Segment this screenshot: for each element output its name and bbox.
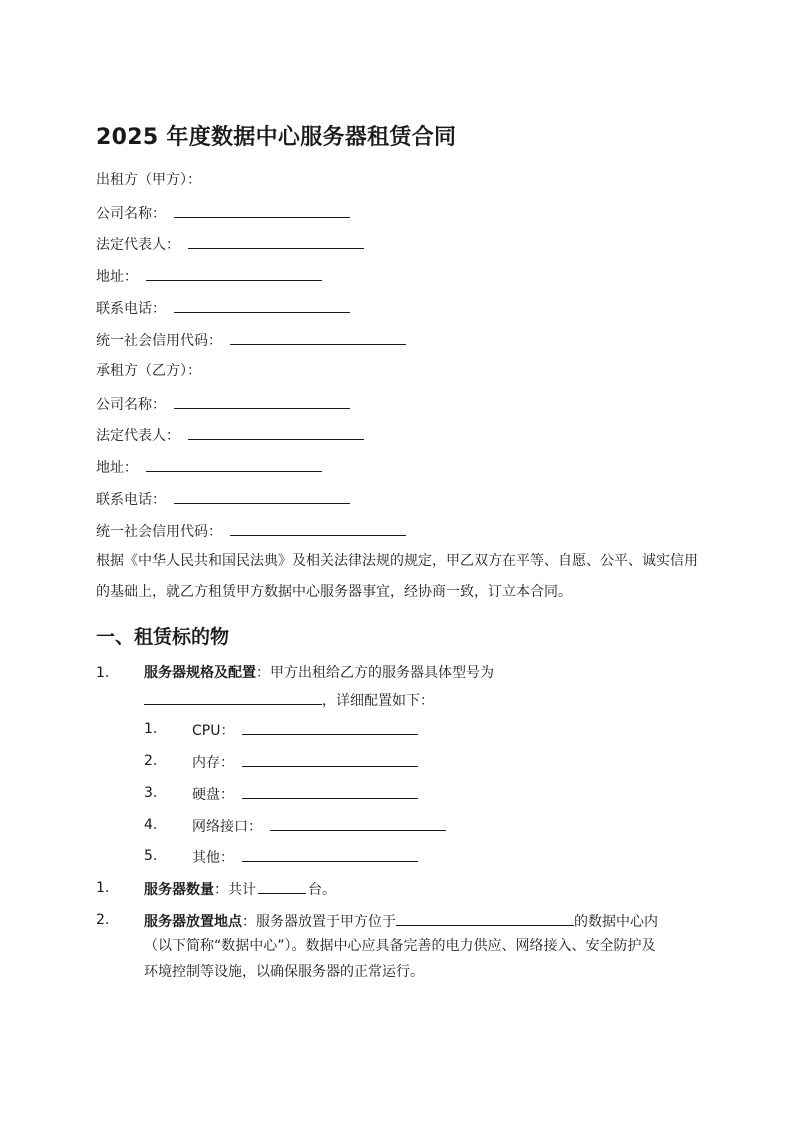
subitem-other [192,846,418,868]
lessee-rep-row [96,424,364,446]
lessor-phone-row [96,297,350,319]
subitem-number: 2. [144,753,158,769]
subitem-label: 硬盘： [192,787,234,803]
cpu-blank[interactable] [242,719,418,735]
subitem-number: 3. [144,785,158,801]
quantity-item [144,878,336,900]
lessor-address-label: 地址： [96,269,138,285]
lessor-company-row [96,202,350,224]
lessor-heading: 出租方（甲方）： [96,172,201,188]
location-text-after: 的数据中心内 [574,914,658,930]
subitem-cpu [192,719,418,741]
lessee-heading: 承租方（乙方）： [96,363,201,379]
item-number: 1. [96,880,110,896]
lessor-credit-blank[interactable] [230,329,406,345]
subitem-number: 1. [144,721,158,737]
disk-blank[interactable] [242,783,418,799]
lessee-company-blank[interactable] [174,393,350,409]
spec-item-line2 [144,689,434,711]
lessor-phone-blank[interactable] [174,297,350,313]
lessee-credit-label: 统一社会信用代码： [96,524,222,540]
location-text-before: ：服务器放置于甲方位于 [242,914,396,930]
lessee-rep-blank[interactable] [188,424,364,440]
lessee-credit-blank[interactable] [230,520,406,536]
quantity-blank[interactable] [258,878,306,894]
location-label: 服务器放置地点 [144,914,242,930]
lessee-phone-blank[interactable] [174,488,350,504]
lessee-address-blank[interactable] [146,456,322,472]
lessor-credit-label: 统一社会信用代码： [96,333,222,349]
subitem-memory [192,751,418,773]
subitem-network [192,815,446,837]
lessor-address-row [96,265,322,287]
model-blank[interactable] [144,689,322,705]
location-item-line3: 环境控制等设施，以确保服务器的正常运行。 [144,964,424,980]
lessee-credit-row [96,520,406,542]
lessor-company-blank[interactable] [174,202,350,218]
lessee-company-label: 公司名称： [96,397,166,413]
lessee-address-row [96,456,322,478]
subitem-disk [192,783,418,805]
item-number: 1. [96,665,110,681]
subitem-number: 4. [144,817,158,833]
page-title: 2025 年度数据中心服务器租赁合同 [96,125,457,150]
lessor-phone-label: 联系电话： [96,301,166,317]
other-blank[interactable] [242,846,418,862]
spec-item-line1 [144,663,494,683]
preamble-paragraph: 根据《中华人民共和国民法典》及相关法律法规的规定，甲乙双方在平等、自愿、公平、诚实信用的基础上，就乙方租赁甲方数据中心服务器事宜，经协商一致，订立本合同。 [96,553,698,600]
lessee-address-label: 地址： [96,460,138,476]
location-item-line2: （以下简称“数据中心”）。数据中心应具备完善的电力供应、网络接入、安全防护及 [144,938,656,954]
section-heading: 一、租赁标的物 [96,626,230,648]
quantity-text-after: 台。 [308,882,336,898]
network-blank[interactable] [270,815,446,831]
lessor-rep-blank[interactable] [188,233,364,249]
lessor-rep-row [96,233,364,255]
subitem-label: 其他： [192,850,234,866]
spec-item-label: 服务器规格及配置 [144,665,256,681]
subitem-label: 网络接口： [192,819,262,835]
lessee-rep-label: 法定代表人： [96,428,180,444]
quantity-text-before: ：共计 [214,882,256,898]
spec-item-text: ：甲方出租给乙方的服务器具体型号为 [256,665,494,681]
spec-item-cont: ，详细配置如下： [322,693,434,709]
item-number: 2. [96,912,110,928]
subitem-label: CPU： [192,723,235,739]
lessor-address-blank[interactable] [146,265,322,281]
location-blank[interactable] [396,910,574,926]
lessor-company-label: 公司名称： [96,206,166,222]
lessor-credit-row [96,329,406,351]
location-item-line1 [144,910,658,932]
lessee-phone-row [96,488,350,510]
subitem-number: 5. [144,848,158,864]
subitem-label: 内存： [192,755,234,771]
lessee-phone-label: 联系电话： [96,492,166,508]
lessee-company-row [96,393,350,415]
quantity-label: 服务器数量 [144,882,214,898]
memory-blank[interactable] [242,751,418,767]
lessor-rep-label: 法定代表人： [96,237,180,253]
